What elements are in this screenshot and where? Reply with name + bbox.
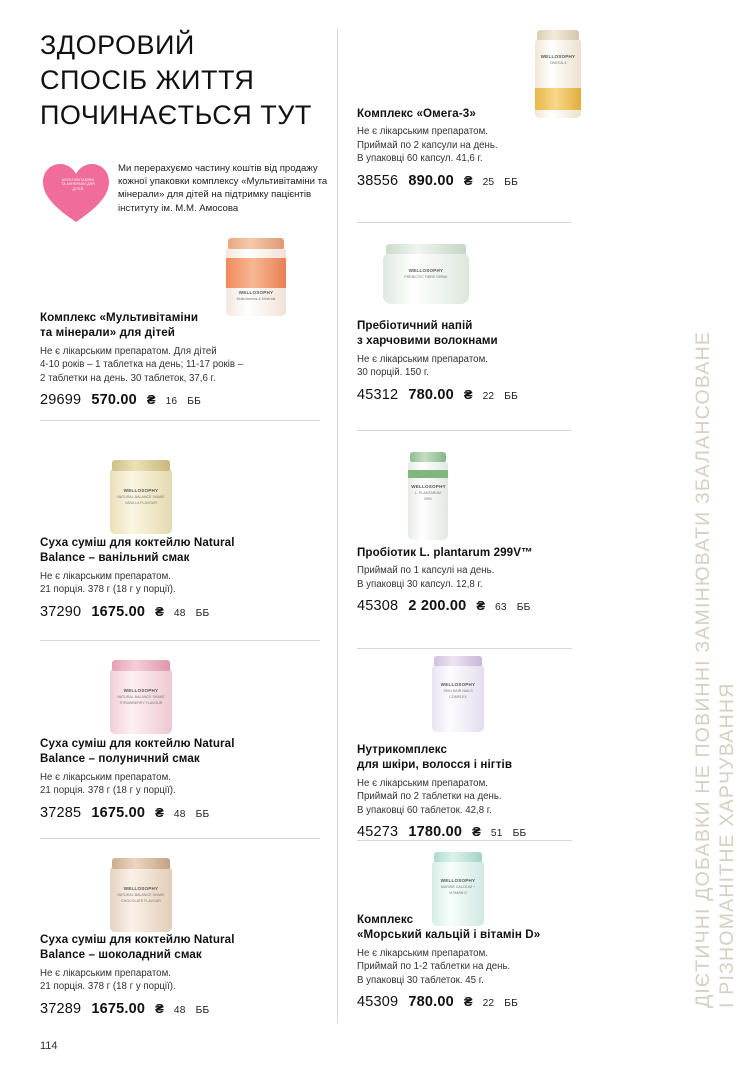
page-title-line-3: ПОЧИНАЄТЬСЯ ТУТ bbox=[40, 100, 312, 130]
product-name-line: Пребіотичний напій bbox=[357, 319, 473, 332]
currency-symbol: ₴ bbox=[476, 598, 486, 614]
product-desc-line: Не є лікарським препаратом. bbox=[357, 947, 488, 959]
product-desc-line: 21 порція. 378 г (18 г у порції). bbox=[40, 584, 176, 596]
product-image-nutricomplex bbox=[432, 656, 484, 732]
product-desc-line: В упаковці 60 таблеток. 42,8 г. bbox=[357, 804, 492, 816]
currency-symbol: ₴ bbox=[463, 172, 473, 188]
product-desc-line: 21 порція. 378 г (18 г у порції). bbox=[40, 981, 176, 993]
product-code: 37289 bbox=[40, 1000, 82, 1017]
product-price: 890.00 bbox=[408, 172, 454, 189]
product-desc-line: 2 таблетки на день. 30 таблеток, 37,6 г. bbox=[40, 372, 216, 384]
product-name-line: для шкіри, волосся і нігтів bbox=[357, 758, 513, 772]
product-name-line: Нутрикомплекс bbox=[357, 743, 448, 756]
product-bb-suffix: ББ bbox=[195, 808, 210, 820]
jar-variant: PREBIOTIC FIBRE DRINK bbox=[404, 275, 448, 279]
product-image-multivitamins-kids bbox=[226, 238, 286, 316]
currency-symbol: ₴ bbox=[463, 994, 473, 1010]
product-price: 1675.00 bbox=[91, 804, 146, 821]
side-disclaimer-line-2: І РІЗНОМАНІТНЕ ХАРЧУВАННЯ bbox=[716, 682, 738, 1008]
product-desc-line: Не є лікарським препаратом. bbox=[40, 771, 171, 783]
product-desc-line: Приймай по 2 капсули на день. bbox=[357, 139, 498, 151]
jar-variant: SKIN HAIR NAILS COMPLEX bbox=[443, 689, 473, 699]
product-bb-suffix: ББ bbox=[504, 176, 519, 188]
product-desc-line: Приймай по 2 таблетки на день. bbox=[357, 791, 502, 803]
product-bb-suffix: ББ bbox=[195, 607, 210, 619]
product-bb-suffix: ББ bbox=[512, 828, 527, 840]
product-desc-line: Не є лікарським препаратом. bbox=[357, 353, 488, 365]
product-desc-line: В упаковці 30 капсул. 12,8 г. bbox=[357, 578, 483, 590]
jar-brand: WELLOSOPHY bbox=[123, 688, 159, 693]
jar-variant: Multivitamins & Minerals bbox=[236, 297, 276, 301]
heart-label: МУЛЬТИВІТАМІНИ ТА МІНЕРАЛИ ДЛЯ ДІТЕЙ bbox=[61, 178, 95, 191]
product-desc-line: Не є лікарським препаратом. bbox=[40, 570, 171, 582]
product-price: 1780.00 bbox=[408, 824, 463, 841]
jar-flavour: VANILLA FLAVOUR bbox=[124, 501, 157, 505]
page-title-line-1: ЗДОРОВИЙ bbox=[40, 30, 195, 60]
currency-symbol: ₴ bbox=[155, 1000, 164, 1016]
column-divider bbox=[337, 28, 338, 1023]
product-bb-points: 16 bbox=[165, 396, 178, 408]
product-code: 37290 bbox=[40, 603, 82, 620]
jar-variant: NATURAL BALANCE SHAKE bbox=[117, 695, 165, 699]
product-price: 1675.00 bbox=[91, 603, 146, 620]
product-desc-line: 30 порцій. 150 г. bbox=[357, 367, 429, 379]
jar-variant: NATURAL BALANCE SHAKE bbox=[117, 495, 165, 499]
product-natural-balance-strawberry[interactable] bbox=[40, 736, 325, 821]
product-bb-suffix: ББ bbox=[516, 602, 531, 614]
product-price: 570.00 bbox=[91, 392, 137, 409]
product-desc-line: Не є лікарським препаратом. bbox=[357, 777, 488, 789]
product-price: 780.00 bbox=[408, 994, 454, 1011]
product-code: 38556 bbox=[357, 172, 399, 189]
product-name-line: Balance – шоколадний смак bbox=[40, 948, 202, 962]
product-image-natural-balance-vanilla bbox=[110, 460, 172, 534]
side-disclaimer-line-1: ДІЄТИЧНІ ДОБАВКИ НЕ ПОВИННІ ЗАМІНЮВАТИ ЗБАЛАНСОВАНЕ bbox=[692, 330, 714, 1008]
product-bb-suffix: ББ bbox=[187, 396, 202, 408]
product-bb-points: 48 bbox=[173, 607, 186, 619]
product-marine-calcium[interactable] bbox=[357, 912, 587, 1010]
product-code: 37285 bbox=[40, 804, 82, 821]
currency-symbol: ₴ bbox=[155, 603, 164, 619]
divider bbox=[357, 222, 572, 223]
page-title bbox=[40, 28, 360, 133]
currency-symbol: ₴ bbox=[463, 386, 473, 402]
jar-brand: WELLOSOPHY bbox=[440, 878, 476, 883]
jar-variant: MARINE CALCIUM + VITAMIN D bbox=[440, 885, 476, 895]
product-desc-line: В упаковці 60 капсул. 41,6 г. bbox=[357, 153, 483, 165]
product-bb-points: 22 bbox=[482, 998, 495, 1010]
product-bb-points: 63 bbox=[495, 602, 507, 614]
jar-brand: WELLOSOPHY bbox=[123, 886, 159, 891]
product-image-omega-3 bbox=[535, 30, 581, 118]
divider bbox=[357, 840, 572, 841]
jar-variant: NATURAL BALANCE SHAKE bbox=[117, 893, 165, 897]
side-disclaimer bbox=[692, 0, 738, 1010]
product-name-line: з харчовими волокнами bbox=[357, 334, 498, 348]
product-desc-line: В упаковці 30 таблеток. 45 г. bbox=[357, 974, 484, 986]
jar-brand: WELLOSOPHY bbox=[540, 54, 576, 59]
product-image-prebiotic-drink bbox=[383, 244, 469, 304]
product-bb-points: 48 bbox=[173, 808, 186, 820]
product-name-line: «Морський кальцій і вітамін D» bbox=[357, 928, 541, 942]
divider bbox=[40, 838, 320, 839]
product-bb-points: 48 bbox=[173, 1004, 186, 1016]
jar-brand: WELLOSOPHY bbox=[238, 290, 274, 295]
product-multivitamins-kids[interactable] bbox=[40, 310, 325, 408]
product-name-line: Суха суміш для коктейлю Natural bbox=[40, 737, 235, 750]
product-bb-suffix: ББ bbox=[504, 998, 519, 1010]
product-natural-balance-chocolate[interactable] bbox=[40, 932, 325, 1017]
currency-symbol: ₴ bbox=[155, 804, 164, 820]
product-name-line: Balance – полуничний смак bbox=[40, 752, 200, 766]
product-desc-line: 4-10 років – 1 таблетка на день; 11-17 років – bbox=[40, 359, 244, 371]
product-code: 45309 bbox=[357, 994, 399, 1011]
product-bb-suffix: ББ bbox=[504, 390, 519, 402]
product-omega-3[interactable] bbox=[357, 106, 587, 189]
divider bbox=[40, 420, 320, 421]
product-price: 1675.00 bbox=[91, 1000, 146, 1017]
product-probiotic-l-plantarum[interactable] bbox=[357, 545, 587, 614]
product-prebiotic-drink[interactable] bbox=[357, 318, 587, 403]
product-name-line: Пробіотик L. plantarum 299V™ bbox=[357, 546, 533, 559]
jar-brand: WELLOSOPHY bbox=[411, 484, 446, 489]
product-image-probiotic-l-plantarum bbox=[408, 452, 448, 540]
product-bb-points: 22 bbox=[482, 390, 495, 402]
product-code: 45308 bbox=[357, 598, 399, 615]
jar-variant: L. PLANTARUM 299V bbox=[415, 491, 441, 501]
product-image-natural-balance-chocolate bbox=[110, 858, 172, 932]
product-desc-line: Не є лікарським препаратом. bbox=[357, 126, 488, 138]
product-price: 780.00 bbox=[408, 386, 454, 403]
product-desc-line: Не є лікарським препаратом. bbox=[40, 967, 171, 979]
divider bbox=[357, 430, 572, 431]
page-title-line-2: СПОСІБ ЖИТТЯ bbox=[40, 65, 255, 95]
heart-icon bbox=[40, 160, 112, 226]
product-name-line: Комплекс «Мультивітаміни bbox=[40, 311, 199, 324]
product-image-natural-balance-strawberry bbox=[110, 660, 172, 734]
product-name-line: Balance – ванільний смак bbox=[40, 551, 190, 565]
product-bb-suffix: ББ bbox=[195, 1004, 210, 1016]
product-natural-balance-vanilla[interactable] bbox=[40, 535, 325, 620]
product-code: 45312 bbox=[357, 386, 399, 403]
charity-promo-text: Ми перерахуємо частину коштів від продажу кожної упаковки комплексу «Мультивітаміни та мінерали» для дітей на підтримку пацієнтів інституту ім. М.М. Амосова bbox=[118, 163, 328, 214]
product-desc-line: 21 порція. 378 г (18 г у порції). bbox=[40, 785, 176, 797]
product-bb-points: 51 bbox=[490, 828, 503, 840]
product-name-line: Суха суміш для коктейлю Natural bbox=[40, 933, 235, 946]
product-name-line: Суха суміш для коктейлю Natural bbox=[40, 536, 235, 549]
divider bbox=[40, 640, 320, 641]
currency-symbol: ₴ bbox=[146, 392, 156, 408]
jar-flavour: STRAWBERRY FLAVOUR bbox=[119, 701, 163, 705]
product-bb-points: 25 bbox=[482, 176, 495, 188]
product-price: 2 200.00 bbox=[408, 598, 467, 615]
product-desc-line: Приймай по 1 капсулі на день. bbox=[357, 565, 495, 577]
product-name-line: та мінерали» для дітей bbox=[40, 326, 176, 340]
product-desc-line: Приймай по 1-2 таблетки на день. bbox=[357, 961, 511, 973]
page-number: 114 bbox=[40, 1040, 58, 1052]
jar-brand: WELLOSOPHY bbox=[123, 488, 159, 493]
product-code: 29699 bbox=[40, 392, 82, 409]
jar-brand: WELLOSOPHY bbox=[408, 268, 444, 273]
product-name-line: Комплекс «Омега-3» bbox=[357, 107, 476, 120]
product-desc-line: Не є лікарським препаратом. Для дітей bbox=[40, 345, 217, 357]
divider bbox=[357, 648, 572, 649]
currency-symbol: ₴ bbox=[472, 824, 481, 840]
jar-flavour: CHOCOLATE FLAVOUR bbox=[121, 899, 161, 903]
product-name-line: Комплекс bbox=[357, 913, 414, 926]
product-nutricomplex[interactable] bbox=[357, 742, 587, 840]
jar-variant: OMEGA-3 bbox=[549, 61, 567, 65]
product-code: 45273 bbox=[357, 824, 399, 841]
jar-brand: WELLOSOPHY bbox=[440, 682, 476, 687]
